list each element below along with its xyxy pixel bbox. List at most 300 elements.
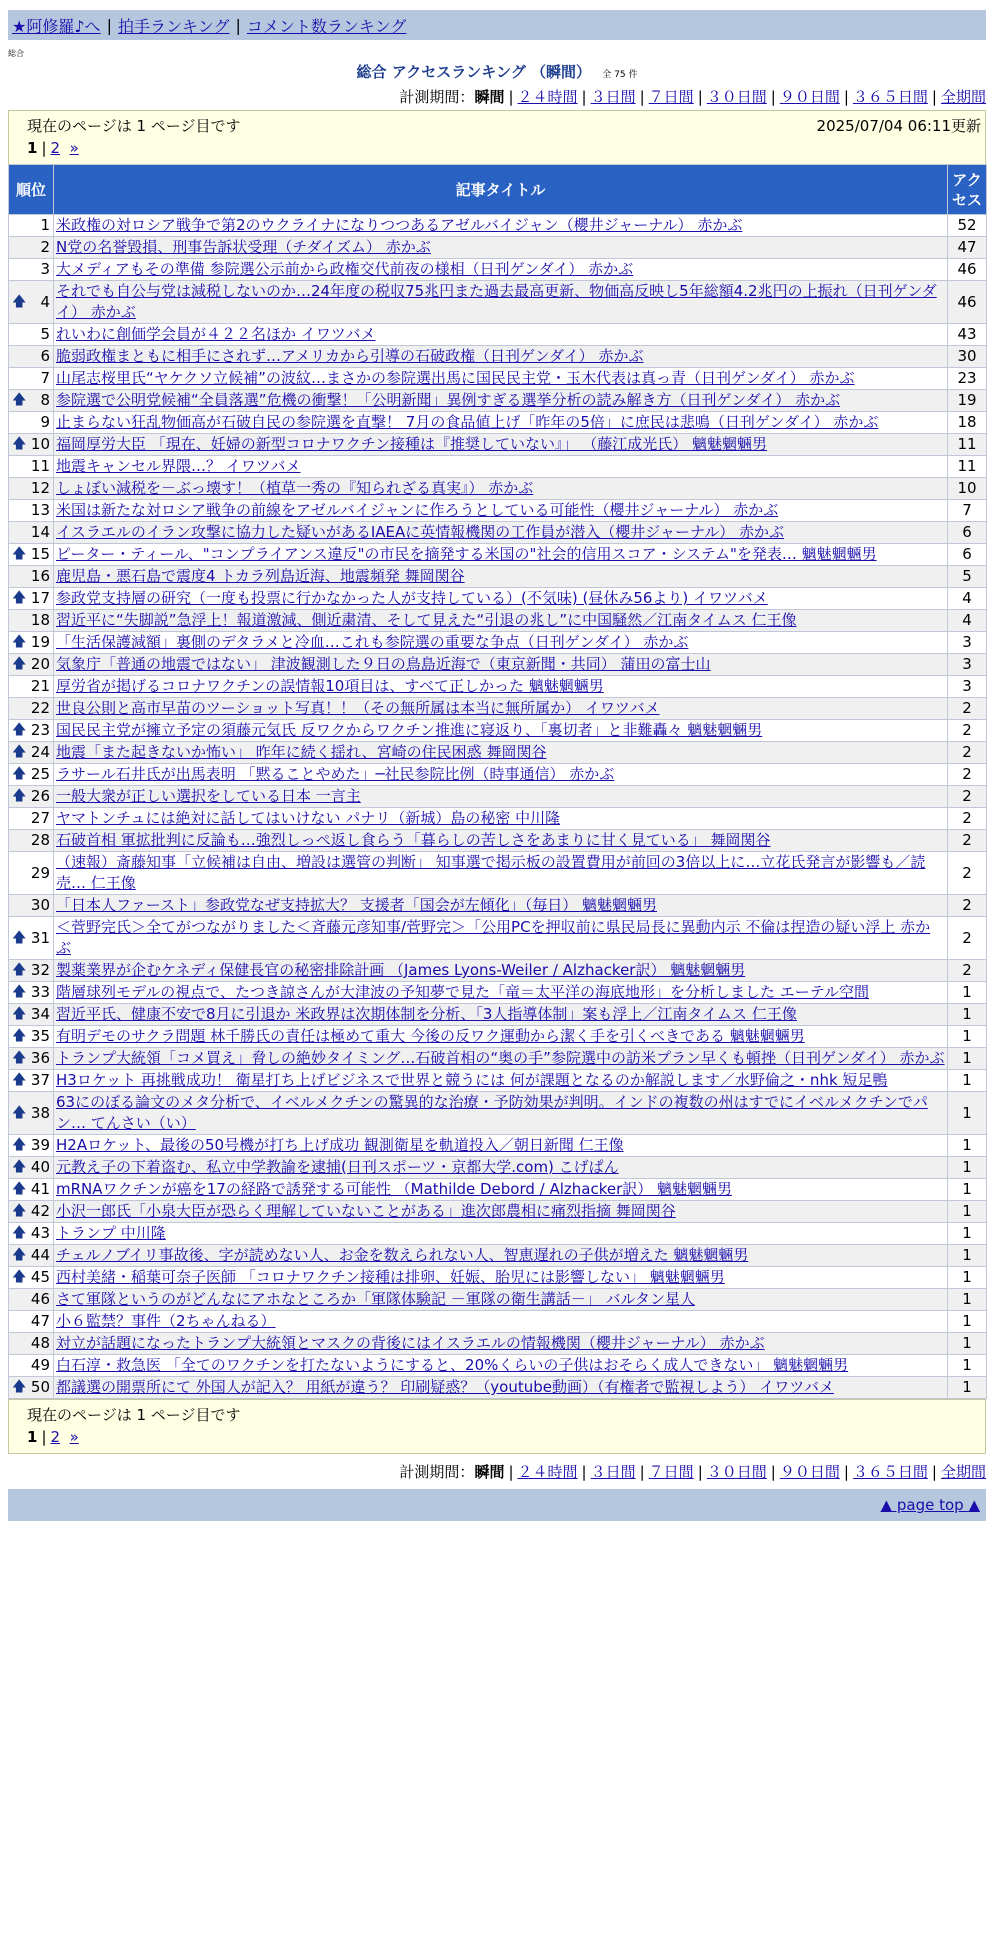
page-info-bottom [8, 1399, 986, 1454]
rank-cell [9, 1135, 54, 1157]
rank-up-arrow-icon: 🡅 [12, 436, 27, 452]
rank-number: 26 [30, 787, 50, 805]
nav-separator: | [106, 15, 112, 35]
table-row [9, 1070, 987, 1092]
period-separator: | [581, 88, 587, 106]
article-title-link[interactable]: 都議選の開票所にて 外国人が記入？ 用紙が違う？ 印刷疑惑？（youtube動画）（有権者で監視しよう） イワツバメ [56, 1378, 834, 1396]
title-cell [54, 1245, 948, 1267]
article-title-link[interactable]: ラサール石井氏が出馬表明 「黙ることやめた」─社民参院比例（時事通信） 赤かぶ [56, 765, 615, 783]
rank-number: 25 [30, 765, 50, 783]
title-cell [54, 1157, 948, 1179]
title-cell [54, 764, 948, 786]
table-row [9, 259, 987, 281]
table-row [9, 1223, 987, 1245]
rank-number: 32 [30, 961, 50, 979]
rank-number: 22 [30, 699, 50, 717]
article-title-link[interactable]: 西村美緒・稲葉可奈子医師 「コロナワクチン接種は排卵、妊娠、胎児には影響しない」 魑魅魍魎男 [56, 1268, 725, 1286]
rank-column-header: 順位 [9, 165, 54, 215]
rank-up-arrow-icon: 🡅 [12, 1137, 27, 1153]
rank-up-arrow-icon: 🡅 [12, 1072, 27, 1088]
rank-cell [9, 1267, 54, 1289]
ranking-title: 総合 アクセスランキング （瞬間） [356, 63, 592, 81]
article-title-link[interactable]: ＜菅野完氏＞全てがつながりました＜斉藤元彦知事/菅野完＞「公用PCを押収前に県民局長に異動内示 不倫は捏造の疑い浮上 赤かぶ [56, 918, 931, 957]
article-title-link[interactable]: 気象庁「普通の地震ではない」 津波観測した９日の鳥島近海で（東京新聞・共同） 蒲田の富士山 [56, 655, 711, 673]
article-title-link[interactable]: 63にのぼる論文のメタ分析で、イベルメクチンの驚異的な治療・予防効果が判明。インドの複数の州はすでにイベルメクチンでパン… てんさい（い） [56, 1093, 928, 1132]
rank-number: 23 [30, 721, 50, 739]
title-cell [54, 237, 948, 259]
table-row [9, 676, 987, 698]
item-count: 全 75 件 [602, 70, 638, 80]
rank-cell [9, 1377, 54, 1399]
access-count: 1 [948, 1179, 987, 1201]
next-page-link[interactable]: » [69, 1428, 79, 1446]
period-option-link[interactable]: ３０日間 [706, 1463, 767, 1481]
rank-cell [9, 259, 54, 281]
period-separator: | [843, 1463, 849, 1481]
article-title-link[interactable]: しょぼい減税を－ぶっ壊す！（植草一秀の『知られざる真実』） 赤かぶ [56, 479, 534, 497]
rank-up-arrow-icon: 🡅 [12, 656, 27, 672]
rank-cell [9, 982, 54, 1004]
ranking-table [8, 164, 987, 1399]
access-count: 11 [948, 434, 987, 456]
rank-up-arrow-icon: 🡅 [12, 744, 27, 760]
table-row [9, 390, 987, 412]
rank-number: 15 [30, 545, 50, 563]
top-navigation-bar [8, 10, 986, 40]
period-option-link[interactable]: ３日間 [590, 88, 636, 106]
article-title-link[interactable]: 一般大衆が正しい選択をしている日本 一言主 [56, 787, 361, 805]
access-count: 7 [948, 500, 987, 522]
rank-cell [9, 324, 54, 346]
title-cell [54, 346, 948, 368]
article-title-link[interactable]: さて軍隊というのがどんなにアホなところか「軍隊体験記 －軍隊の衛生講話－」 バルタン星人 [56, 1290, 695, 1308]
article-title-link[interactable]: ヤマトンチュには絶対に話してはいけない パナリ（新城）島の秘密 中川隆 [56, 809, 561, 827]
title-cell [54, 1223, 948, 1245]
table-row [9, 1048, 987, 1070]
title-cell [54, 522, 948, 544]
rank-number: 5 [40, 325, 50, 343]
period-option-link[interactable]: ２４時間 [517, 1463, 578, 1481]
table-row [9, 1201, 987, 1223]
table-row [9, 1245, 987, 1267]
rank-number: 41 [30, 1180, 50, 1198]
article-title-link[interactable]: トランプ 中川隆 [56, 1224, 166, 1242]
article-title-link[interactable]: チェルノブイリ事故後、字が読めない人、お金を数えられない人、智恵遅れの子供が増えた 魑魅魍魎男 [56, 1246, 749, 1264]
period-current: 瞬間 [474, 88, 505, 106]
article-title-link[interactable]: れいわに創価学会員が４２２名ほか イワツバメ [56, 325, 376, 343]
category-tag: 総合 [8, 49, 24, 58]
rank-number: 18 [30, 611, 50, 629]
table-row [9, 281, 987, 324]
table-row [9, 1092, 987, 1135]
rank-cell [9, 1355, 54, 1377]
access-count: 2 [948, 786, 987, 808]
access-count: 43 [948, 324, 987, 346]
access-count: 1 [948, 982, 987, 1004]
title-cell [54, 720, 948, 742]
article-title-link[interactable]: 元教え子の下着盗む、私立中学教諭を逮捕(日刊スポーツ・京都大学.com) こげぱん [56, 1158, 619, 1176]
rank-up-arrow-icon: 🡅 [12, 634, 27, 650]
rank-number: 2 [40, 238, 50, 256]
rank-number: 48 [30, 1334, 50, 1352]
access-count: 2 [948, 830, 987, 852]
title-cell [54, 632, 948, 654]
rank-number: 50 [30, 1378, 50, 1396]
rank-cell [9, 1026, 54, 1048]
rank-number: 6 [40, 347, 50, 365]
access-count: 2 [948, 698, 987, 720]
rank-number: 30 [30, 896, 50, 914]
access-column-header: アクセス [948, 165, 987, 215]
period-separator: | [770, 1463, 776, 1481]
article-title-link[interactable]: 厚労省が掲げるコロナワクチンの誤情報10項目は、すべて正しかった 魑魅魍魎男 [56, 677, 604, 695]
article-title-link[interactable]: イスラエルのイラン攻撃に協力した疑いがあるIAEAに英情報機関の工作員が潜入（櫻井ジャーナル） 赤かぶ [56, 523, 784, 541]
table-row [9, 500, 987, 522]
article-title-link[interactable]: 製薬業界が企むケネディ保健長官の秘密排除計画 （James Lyons-Weiler / Alzhacker訳） 魑魅魍魎男 [56, 961, 746, 979]
title-cell [54, 676, 948, 698]
title-cell [54, 852, 948, 895]
rank-number: 13 [30, 501, 50, 519]
table-row [9, 808, 987, 830]
article-title-link[interactable]: 「生活保護減額」裏側のデタラメと冷血…これも参院選の重要な争点（日刊ゲンダイ） 赤かぶ [56, 633, 689, 651]
rank-cell [9, 588, 54, 610]
access-count: 1 [948, 1026, 987, 1048]
table-row [9, 434, 987, 456]
table-row [9, 237, 987, 259]
article-title-link[interactable]: 階層球列モデルの視点で、たつき諒さんが大津波の予知夢で見た「竜＝太平洋の海底地形」を分析しました エーテル空間 [56, 983, 869, 1001]
rank-up-arrow-icon: 🡅 [12, 722, 27, 738]
footer-bar [8, 1489, 986, 1521]
access-count: 1 [948, 1070, 987, 1092]
current-page-text: 現在のページは 1 ページ目です [27, 117, 241, 135]
table-row [9, 1179, 987, 1201]
rank-up-arrow-icon: 🡅 [12, 1028, 27, 1044]
table-row [9, 852, 987, 895]
period-current: 瞬間 [474, 1463, 505, 1481]
page-title [0, 61, 994, 82]
title-cell [54, 610, 948, 632]
article-title-link[interactable]: 鹿児島・悪石島で震度4 トカラ列島近海、地震頻発 舞岡関谷 [56, 567, 465, 585]
title-cell [54, 982, 948, 1004]
article-title-link[interactable]: （速報）斎藤知事「立候補は自由、増設は選管の判断」 知事選で掲示板の設置費用が前回の3倍以上に…立花氏発言が影響も／読売… 仁王像 [56, 853, 926, 892]
rank-number: 44 [30, 1246, 50, 1264]
article-title-link[interactable]: 地震キャンセル界隈…？ イワツバメ [56, 457, 301, 475]
page-1-current: 1 [27, 139, 38, 157]
table-row [9, 1004, 987, 1026]
access-count: 1 [948, 1004, 987, 1026]
title-cell [54, 1355, 948, 1377]
table-row [9, 917, 987, 960]
rank-number: 39 [30, 1136, 50, 1154]
table-row [9, 982, 987, 1004]
rank-number: 49 [30, 1356, 50, 1374]
rank-cell [9, 237, 54, 259]
rank-cell [9, 830, 54, 852]
article-title-link[interactable]: それでも自公与党は減税しないのか…24年度の税収75兆円また過去最高更新、物価高反映し5年総額4.2兆円の上振れ（日刊ゲンダイ） 赤かぶ [56, 282, 937, 321]
rank-up-arrow-icon: 🡅 [12, 929, 27, 946]
rank-number: 1 [40, 216, 50, 234]
article-title-link[interactable]: 参院選で公明党候補“全員落選”危機の衝撃！「公明新聞」異例すぎる選挙分析の読み解き方（日刊ゲンダイ） 赤かぶ [56, 391, 841, 409]
article-title-link[interactable]: 地震「また起きないか怖い」 昨年に続く揺れ、宮崎の住民困惑 舞岡関谷 [56, 743, 547, 761]
article-title-link[interactable]: N党の名誉毀損、刑事告訴状受理（チダイズム） 赤かぶ [56, 238, 431, 256]
rank-cell [9, 632, 54, 654]
period-option-link[interactable]: ３日間 [590, 1463, 636, 1481]
period-option-link[interactable]: ３０日間 [706, 88, 767, 106]
rank-up-arrow-icon: 🡅 [12, 788, 27, 804]
table-row [9, 478, 987, 500]
rank-up-arrow-icon: 🡅 [12, 1050, 27, 1066]
article-title-link[interactable]: 大メディアもその準備 参院選公示前から政権交代前夜の様相（日刊ゲンダイ） 赤かぶ [56, 260, 634, 278]
article-title-link[interactable]: ピーター・ティール、"コンプライアンス違反"の市民を摘発する米国の"社会的信用スコア・システム"を発表… 魑魅魍魎男 [56, 545, 877, 563]
rank-cell [9, 1179, 54, 1201]
page-2-link[interactable]: 2 [50, 1428, 61, 1446]
rank-cell [9, 1070, 54, 1092]
rank-cell [9, 786, 54, 808]
rank-cell [9, 742, 54, 764]
access-count: 4 [948, 610, 987, 632]
period-separator: | [770, 88, 776, 106]
rank-cell [9, 368, 54, 390]
rank-number: 45 [30, 1268, 50, 1286]
rank-cell [9, 1289, 54, 1311]
table-row [9, 764, 987, 786]
article-title-link[interactable]: 脆弱政権まともに相手にされず…アメリカから引導の石破政権（日刊ゲンダイ） 赤かぶ [56, 347, 644, 365]
title-cell [54, 1289, 948, 1311]
article-title-link[interactable]: H3ロケット 再挑戦成功！ 衛星打ち上げビジネスで世界と競うには 何が課題となるのか解説します／水野倫之・nhk 短足鴨 [56, 1071, 888, 1089]
rank-up-arrow-icon: 🡅 [12, 1247, 27, 1263]
rank-number: 36 [30, 1049, 50, 1067]
rank-number: 7 [40, 369, 50, 387]
title-cell [54, 281, 948, 324]
applause-ranking-link[interactable]: 拍手ランキング [117, 16, 230, 36]
access-count: 1 [948, 1377, 987, 1399]
article-title-link[interactable]: mRNAワクチンが癌を17の経路で誘発する可能性 （Mathilde Debord / Alzhacker訳） 魑魅魍魎男 [56, 1180, 733, 1198]
table-row [9, 895, 987, 917]
title-cell [54, 1048, 948, 1070]
period-option-link[interactable]: ３６５日間 [852, 1463, 928, 1481]
period-separator: | [931, 88, 937, 106]
comment-ranking-link[interactable]: コメント数ランキング [246, 16, 407, 36]
article-title-link[interactable]: 石破首相 軍拡批判に反論も…強烈しっぺ返し食らう「暮らしの苦しさをあまりに甘く見ている」 舞岡関谷 [56, 831, 771, 849]
title-cell [54, 1377, 948, 1399]
access-count: 6 [948, 544, 987, 566]
rank-cell [9, 720, 54, 742]
article-title-link[interactable]: 米政権の対ロシア戦争で第2のウクライナになりつつあるアゼルバイジャン（櫻井ジャーナル） 赤かぶ [56, 216, 743, 234]
period-selector-bottom [399, 1461, 986, 1482]
title-cell [54, 960, 948, 982]
rank-number: 19 [30, 633, 50, 651]
article-title-link[interactable]: 参政党支持層の研究（一度も投票に行かなかった人が支持している）(不気味) (昼休み56より) イワツバメ [56, 589, 768, 607]
rank-number: 33 [30, 983, 50, 1001]
article-title-link[interactable]: 小６監禁？事件（2ちゃんねる） [56, 1312, 276, 1330]
title-cell [54, 544, 948, 566]
period-option-link[interactable]: ９０日間 [779, 1463, 840, 1481]
title-cell [54, 654, 948, 676]
rank-number: 42 [30, 1202, 50, 1220]
period-selector-top [399, 86, 986, 107]
rank-number: 35 [30, 1027, 50, 1045]
article-title-link[interactable]: 国民民主党が擁立予定の須藤元気氏 反ワクからワクチン推進に寝返り、「裏切者」と非難轟々 魑魅魍魎男 [56, 721, 763, 739]
period-option-link[interactable]: ２４時間 [517, 88, 578, 106]
table-row [9, 324, 987, 346]
rank-cell [9, 522, 54, 544]
title-cell [54, 1311, 948, 1333]
title-cell [54, 500, 948, 522]
title-cell [54, 390, 948, 412]
rank-number: 21 [30, 677, 50, 695]
title-cell [54, 786, 948, 808]
title-cell [54, 412, 948, 434]
period-option-link[interactable]: 全期間 [940, 1463, 986, 1481]
article-title-link[interactable]: 白石淳・救急医 「全てのワクチンを打たないようにすると、20%くらいの子供はおそらく成人できない」 魑魅魍魎男 [56, 1356, 849, 1374]
table-row [9, 346, 987, 368]
table-row [9, 786, 987, 808]
rank-cell [9, 434, 54, 456]
access-count: 52 [948, 215, 987, 237]
updated-timestamp: 2025/07/04 06:11更新 [816, 117, 981, 135]
rank-cell [9, 412, 54, 434]
next-page-link[interactable]: » [69, 139, 79, 157]
title-cell [54, 895, 948, 917]
rank-cell [9, 610, 54, 632]
title-cell [54, 478, 948, 500]
rank-number: 9 [40, 413, 50, 431]
table-row [9, 830, 987, 852]
access-count: 3 [948, 676, 987, 698]
period-separator: | [697, 88, 703, 106]
access-count: 6 [948, 522, 987, 544]
article-title-link[interactable]: 山尾志桜里氏“ヤケクソ立候補”の波紋…まさかの参院選出馬に国民民主党・玉木代表は真っ青（日刊ゲンダイ） 赤かぶ [56, 369, 855, 387]
rank-up-arrow-icon: 🡅 [12, 1159, 27, 1175]
table-row [9, 1311, 987, 1333]
rank-up-arrow-icon: 🡅 [12, 546, 27, 562]
page-top-link[interactable]: ▲ page top ▲ [880, 1496, 980, 1514]
rank-up-arrow-icon: 🡅 [12, 1269, 27, 1285]
article-title-link[interactable]: 習近平に“失脚説”急浮上！報道激減、側近粛清、そして見えた“引退の兆し”に中国騒然／江南タイムス 仁王像 [56, 611, 797, 629]
rank-number: 20 [30, 655, 50, 673]
rank-cell [9, 676, 54, 698]
period-option-link[interactable]: 全期間 [940, 88, 986, 106]
table-row [9, 632, 987, 654]
title-cell [54, 588, 948, 610]
rank-cell [9, 654, 54, 676]
rank-up-arrow-icon: 🡅 [12, 590, 27, 606]
rank-cell [9, 1004, 54, 1026]
rank-up-arrow-icon: 🡅 [12, 1203, 27, 1219]
article-title-link[interactable]: トランプ大統領「コメ買え」脅しの絶妙タイミング…石破首相の“奥の手”参院選中の訪米プラン早くも頓挫（日刊ゲンダイ） 赤かぶ [56, 1049, 945, 1067]
table-row [9, 1333, 987, 1355]
period-separator: | [508, 1463, 514, 1481]
table-row [9, 522, 987, 544]
access-count: 1 [948, 1333, 987, 1355]
asyura-home-link[interactable]: ★阿修羅♪へ [12, 16, 101, 36]
article-title-link[interactable]: 小沢一郎氏「小泉大臣が恐らく理解していないことがある」進次郎農相に痛烈指摘 舞岡関谷 [56, 1202, 676, 1220]
table-row [9, 588, 987, 610]
rank-cell [9, 1092, 54, 1135]
title-cell [54, 1004, 948, 1026]
page-info-top [8, 110, 986, 165]
table-row [9, 1267, 987, 1289]
table-row [9, 610, 987, 632]
rank-number: 3 [40, 260, 50, 278]
article-title-link[interactable]: 習近平氏、健康不安で8月に引退か 米政界は次期体制を分析、「3人指導体制」案も浮上／江南タイムス 仁王像 [56, 1005, 797, 1023]
period-label: 計測期間： [399, 88, 475, 106]
rank-cell [9, 917, 54, 960]
access-count: 2 [948, 808, 987, 830]
article-title-link[interactable]: 福岡厚労大臣 「現在、妊婦の新型コロナワクチン接種は『推奨していない』」 （藤江成光氏） 魑魅魍魎男 [56, 435, 768, 453]
rank-cell [9, 500, 54, 522]
access-count: 2 [948, 960, 987, 982]
rank-number: 47 [30, 1312, 50, 1330]
access-count: 2 [948, 742, 987, 764]
article-title-link[interactable]: 「日本人ファースト」参政党なぜ支持拡大？ 支援者「国会が左傾化」（毎日） 魑魅魍魎男 [56, 896, 657, 914]
period-option-link[interactable]: ７日間 [648, 88, 694, 106]
access-count: 18 [948, 412, 987, 434]
rank-cell [9, 1201, 54, 1223]
title-cell [54, 1070, 948, 1092]
current-page-text: 現在のページは 1 ページ目です [27, 1406, 241, 1424]
page-1-current: 1 [27, 1428, 38, 1446]
rank-cell [9, 566, 54, 588]
title-cell [54, 1179, 948, 1201]
title-cell [54, 1333, 948, 1355]
access-count: 1 [948, 1245, 987, 1267]
rank-number: 12 [30, 479, 50, 497]
rank-cell [9, 1311, 54, 1333]
article-title-link[interactable]: H2Aロケット、最後の50号機が打ち上げ成功 観測衛星を軌道投入／朝日新聞 仁王像 [56, 1136, 624, 1154]
title-cell [54, 742, 948, 764]
article-title-link[interactable]: 米国は新たな対ロシア戦争の前線をアゼルバイジャンに作ろうとしている可能性（櫻井ジャーナル） 赤かぶ [56, 501, 779, 519]
rank-number: 14 [30, 523, 50, 541]
rank-up-arrow-icon: 🡅 [12, 1225, 27, 1241]
access-count: 5 [948, 566, 987, 588]
period-separator: | [931, 1463, 937, 1481]
article-title-link[interactable]: 止まらない狂乱物価高が石破自民の参院選を直撃！ 7月の食品値上げ「昨年の5倍」に庶民は悲鳴（日刊ゲンダイ） 赤かぶ [56, 413, 879, 431]
title-cell [54, 215, 948, 237]
table-row [9, 1157, 987, 1179]
period-option-link[interactable]: ３６５日間 [852, 88, 928, 106]
period-option-link[interactable]: ９０日間 [779, 88, 840, 106]
page-2-link[interactable]: 2 [50, 139, 61, 157]
access-count: 47 [948, 237, 987, 259]
access-count: 11 [948, 456, 987, 478]
rank-cell [9, 478, 54, 500]
rank-up-arrow-icon: 🡅 [12, 1379, 27, 1395]
period-option-link[interactable]: ７日間 [648, 1463, 694, 1481]
period-separator: | [843, 88, 849, 106]
access-count: 46 [948, 259, 987, 281]
access-count: 4 [948, 588, 987, 610]
article-title-link[interactable]: 有明デモのサクラ問題 林千勝氏の責任は極めて重大 今後の反ワク運動から潔く手を引くべきである 魑魅魍魎男 [56, 1027, 805, 1045]
article-title-link[interactable]: 対立が話題になったトランプ大統領とマスクの背後にはイスラエルの情報機関（櫻井ジャーナル） 赤かぶ [56, 1334, 765, 1352]
table-row [9, 742, 987, 764]
rank-up-arrow-icon: 🡅 [12, 293, 27, 310]
title-cell [54, 1092, 948, 1135]
rank-cell [9, 544, 54, 566]
pager: 1 | 2 » [27, 139, 79, 157]
rank-cell [9, 281, 54, 324]
period-separator: | [639, 1463, 645, 1481]
table-row [9, 566, 987, 588]
table-row [9, 215, 987, 237]
article-title-link[interactable]: 世良公則と高市早苗のツーショット写真！！（その無所属は本当に無所属か） イワツバメ [56, 699, 660, 717]
period-separator: | [508, 88, 514, 106]
table-row [9, 456, 987, 478]
access-count: 2 [948, 895, 987, 917]
access-count: 1 [948, 1311, 987, 1333]
rank-cell [9, 698, 54, 720]
title-cell [54, 917, 948, 960]
